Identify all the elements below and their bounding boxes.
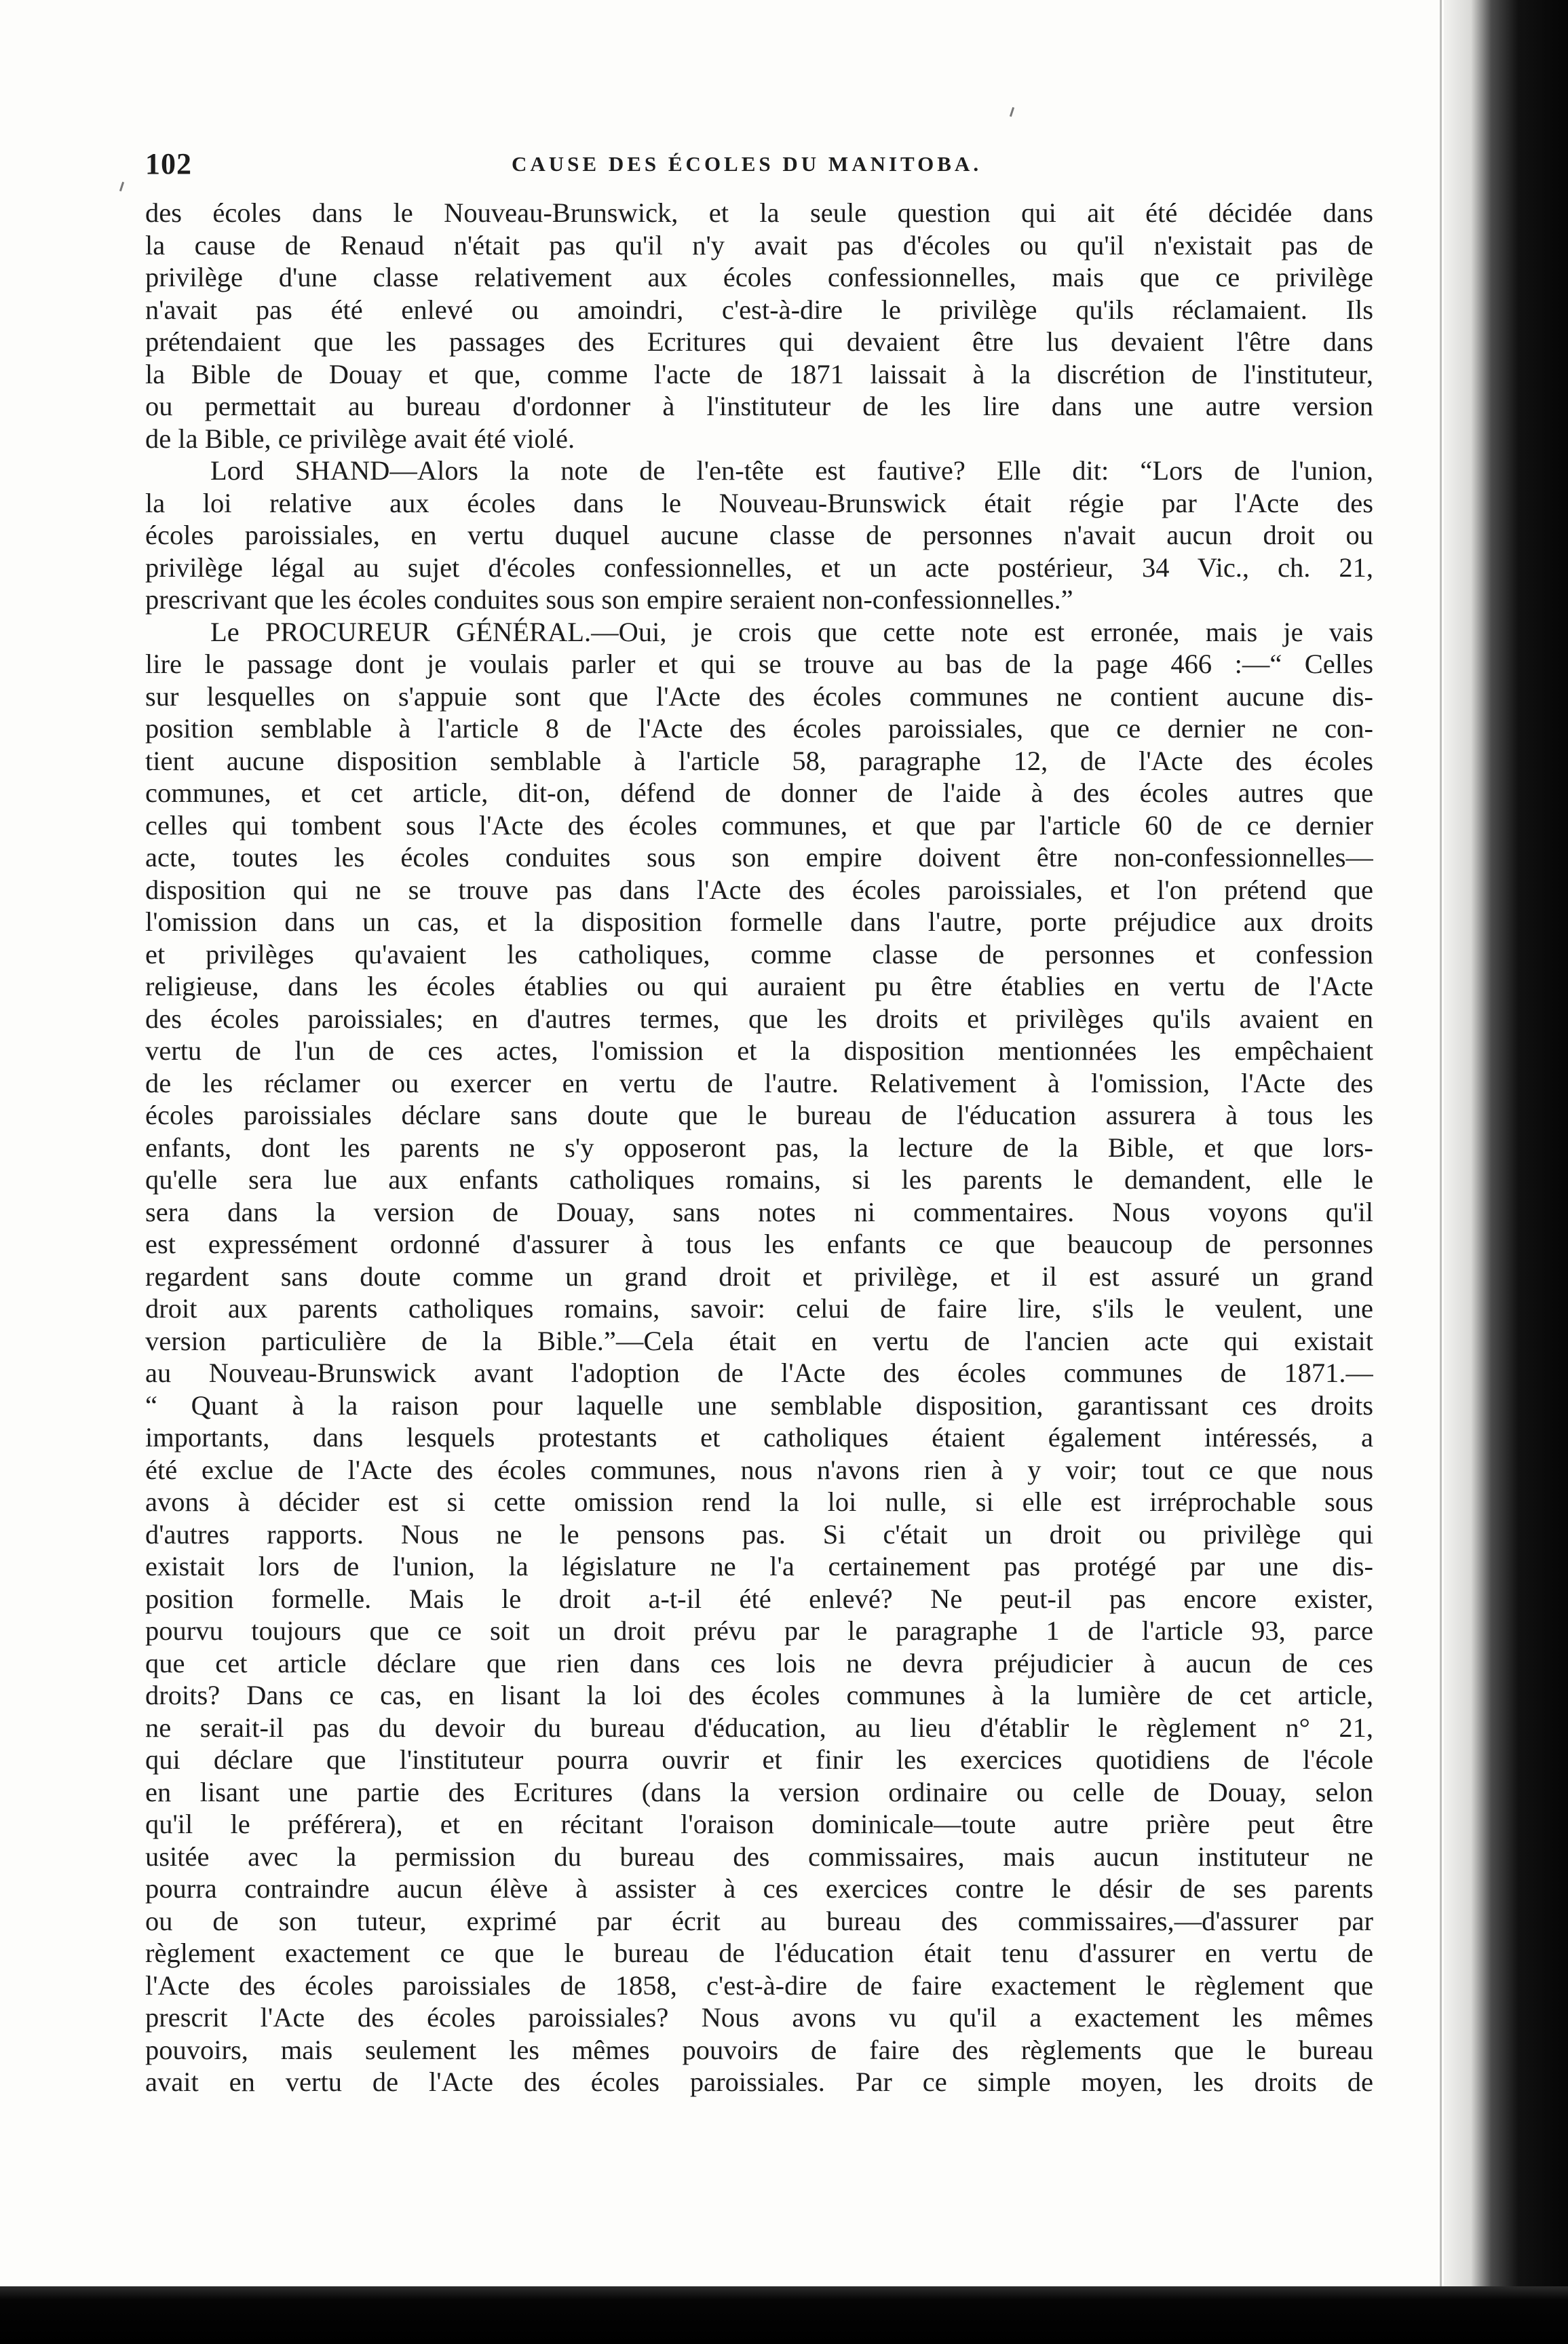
text-line: droits? Dans ce cas, en lisant la loi des écoles communes à la lumière de cet article, bbox=[145, 1680, 1373, 1710]
text-line: communes, et cet article, dit-on, défend de donner de l'aide à des écoles autres que bbox=[145, 777, 1373, 808]
text-line: prescrivant que les écoles conduites sous son empire seraient non-confessionnelles.” bbox=[145, 584, 1073, 615]
stray-ink-mark bbox=[119, 182, 124, 191]
text-line: usitée avec la permission du bureau des commissaires, mais aucun instituteur ne bbox=[145, 1841, 1373, 1872]
text-line: d'autres rapports. Nous ne le pensons pas. Si c'était un droit ou privilège qui bbox=[145, 1518, 1373, 1550]
text-line: “ Quant à la raison pour laquelle une semblable disposition, garantissant ces droits bbox=[145, 1389, 1373, 1421]
text-line: en lisant une partie des Ecritures (dans la version ordinaire ou celle de Douay, selon bbox=[145, 1776, 1373, 1807]
text-line: Le PROCUREUR GÉNÉRAL.—Oui, je crois que cette note est erronée, mais je vais bbox=[210, 616, 1373, 647]
text-line: pourvu toujours que ce soit un droit prévu par le paragraphe 1 de l'article 93, parce bbox=[145, 1615, 1373, 1646]
text-line: écoles paroissiales, en vertu duquel aucune classe de personnes n'avait aucun droit ou bbox=[145, 520, 1373, 550]
text-line: des écoles dans le Nouveau-Brunswick, et la seule question qui ait été décidée dans bbox=[145, 197, 1373, 228]
text-line: prescrit l'Acte des écoles paroissiales? Nous avons vu qu'il a exactement les mêmes bbox=[145, 2002, 1373, 2033]
text-line: celles qui tombent sous l'Acte des écoles communes, et que par l'article 60 de ce dernier bbox=[145, 809, 1373, 841]
text-line: qui déclare que l'instituteur pourra ouvrir et finir les exercices quotidiens de l'école bbox=[145, 1744, 1373, 1775]
text-line: de les réclamer ou exercer en vertu de l'autre. Relativement à l'omission, l'Acte des bbox=[145, 1067, 1373, 1098]
text-line: ou permettait au bureau d'ordonner à l'instituteur de les lire dans une autre version bbox=[145, 391, 1373, 421]
text-line: ou de son tuteur, exprimé par écrit au bureau des commissaires,—d'assurer par bbox=[145, 1905, 1373, 1936]
text-line: importants, dans lesquels protestants et catholiques étaient également intéressés, a bbox=[145, 1422, 1373, 1453]
text-line: l'omission dans un cas, et la disposition formelle dans l'autre, porte préjudice aux droits bbox=[145, 906, 1373, 937]
text-line: est expressément ordonné d'assurer à tous les enfants ce que beaucoup de personnes bbox=[145, 1229, 1373, 1259]
text-line: privilège légal au sujet d'écoles confessionnelles, et un acte postérieur, 34 Vic., ch. 21, bbox=[145, 552, 1373, 583]
text-line: qu'il le préférera), et en récitant l'oraison dominicale—toute autre prière peut être bbox=[145, 1809, 1373, 1839]
text-line: prétendaient que les passages des Ecritures qui devaient être lus devaient l'être dans bbox=[145, 326, 1373, 357]
text-line: tient aucune disposition semblable à l'article 58, paragraphe 12, de l'Acte des écoles bbox=[145, 745, 1373, 776]
text-line: de la Bible, ce privilège avait été violé. bbox=[145, 423, 575, 454]
running-head bbox=[145, 147, 1373, 185]
text-line: sera dans la version de Douay, sans notes ni commentaires. Nous voyons qu'il bbox=[145, 1196, 1373, 1227]
text-line: écoles paroissiales déclare sans doute que le bureau de l'éducation assurera à tous les bbox=[145, 1100, 1373, 1130]
scan-border-right bbox=[1444, 0, 1568, 2344]
text-line: religieuse, dans les écoles établies ou qui auraient pu être établies en vertu de l'Acte bbox=[145, 971, 1373, 1001]
text-line: la cause de Renaud n'était pas qu'il n'y avait pas d'écoles ou qu'il n'existait pas de bbox=[145, 229, 1373, 261]
text-line: position semblable à l'article 8 de l'Acte des écoles paroissiales, que ce dernier ne con- bbox=[145, 713, 1373, 744]
running-title: CAUSE DES ÉCOLES DU MANITOBA. bbox=[512, 152, 982, 176]
text-line: pourra contraindre aucun élève à assister à ces exercices contre le désir de ses parents bbox=[145, 1873, 1373, 1904]
text-line: l'Acte des écoles paroissiales de 1858, c'est-à-dire de faire exactement le règlement que bbox=[145, 1970, 1373, 2001]
text-line: enfants, dont les parents ne s'y opposeront pas, la lecture de la Bible, et que lors- bbox=[145, 1132, 1373, 1163]
text-line: avait en vertu de l'Acte des écoles paroissiales. Par ce simple moyen, les droits de bbox=[145, 2067, 1373, 2097]
text-line: regardent sans doute comme un grand droit et privilège, et il est assuré un grand bbox=[145, 1261, 1373, 1292]
text-line: que cet article déclare que rien dans ces lois ne devra préjudicier à aucun de ces bbox=[145, 1647, 1373, 1678]
scan-border-bottom bbox=[0, 2286, 1568, 2344]
text-line: ne serait-il pas du devoir du bureau d'éducation, au lieu d'établir le règlement n° 21, bbox=[145, 1712, 1373, 1743]
text-line: qu'elle sera lue aux enfants catholiques romains, si les parents le demandent, elle le bbox=[145, 1164, 1373, 1195]
text-line: des écoles paroissiales; en d'autres termes, que les droits et privilèges qu'ils avaient en bbox=[145, 1003, 1373, 1034]
text-line: existait lors de l'union, la législature ne l'a certainement pas protégé par une dis- bbox=[145, 1551, 1373, 1581]
text-line: vertu de l'un de ces actes, l'omission et la disposition mentionnées les empêchaient bbox=[145, 1035, 1373, 1066]
body-text bbox=[145, 197, 1373, 2232]
page-edge-line bbox=[1440, 0, 1442, 2286]
text-line: droit aux parents catholiques romains, savoir: celui de faire lire, s'ils le veulent, une bbox=[145, 1293, 1373, 1324]
text-line: Lord SHAND—Alors la note de l'en-tête est fautive? Elle dit: “Lors de l'union, bbox=[210, 455, 1373, 486]
text-line: été exclue de l'Acte des écoles communes, nous n'avons rien à y voir; tout ce que nous bbox=[145, 1454, 1373, 1485]
text-line: sur lesquelles on s'appuie sont que l'Acte des écoles communes ne contient aucune dis- bbox=[145, 680, 1373, 712]
text-line: avons à décider est si cette omission rend la loi nulle, si elle est irréprochable sous bbox=[145, 1486, 1373, 1517]
text-line: règlement exactement ce que le bureau de l'éducation était tenu d'assurer en vertu de bbox=[145, 1938, 1373, 1968]
text-line: privilège d'une classe relativement aux écoles confessionnelles, mais que ce privilège bbox=[145, 262, 1373, 292]
text-line: n'avait pas été enlevé ou amoindri, c'est-à-dire le privilège qu'ils réclamaient. Ils bbox=[145, 294, 1373, 325]
text-line: pouvoirs, mais seulement les mêmes pouvoirs de faire des règlements que le bureau bbox=[145, 2034, 1373, 2065]
text-line: acte, toutes les écoles conduites sous son empire doivent être non-confessionnelles— bbox=[145, 842, 1373, 872]
text-line: disposition qui ne se trouve pas dans l'Acte des écoles paroissiales, et l'on prétend que bbox=[145, 874, 1373, 905]
text-line: au Nouveau-Brunswick avant l'adoption de l'Acte des écoles communes de 1871.— bbox=[145, 1358, 1373, 1388]
text-line: la loi relative aux écoles dans le Nouveau-Brunswick était régie par l'Acte des bbox=[145, 487, 1373, 518]
stray-ink-mark bbox=[1010, 107, 1014, 117]
text-line: et privilèges qu'avaient les catholiques, comme classe de personnes et confession bbox=[145, 938, 1373, 969]
text-line: position formelle. Mais le droit a-t-il été enlevé? Ne peut-il pas encore exister, bbox=[145, 1583, 1373, 1614]
text-line: version particulière de la Bible.”—Cela était en vertu de l'ancien acte qui existait bbox=[145, 1325, 1373, 1356]
text-line: la Bible de Douay et que, comme l'acte de 1871 laissait à la discrétion de l'instituteur, bbox=[145, 358, 1373, 389]
text-line: lire le passage dont je voulais parler et qui se trouve au bas de la page 466 :—“ Celles bbox=[145, 649, 1373, 679]
page-number: 102 bbox=[145, 147, 192, 180]
